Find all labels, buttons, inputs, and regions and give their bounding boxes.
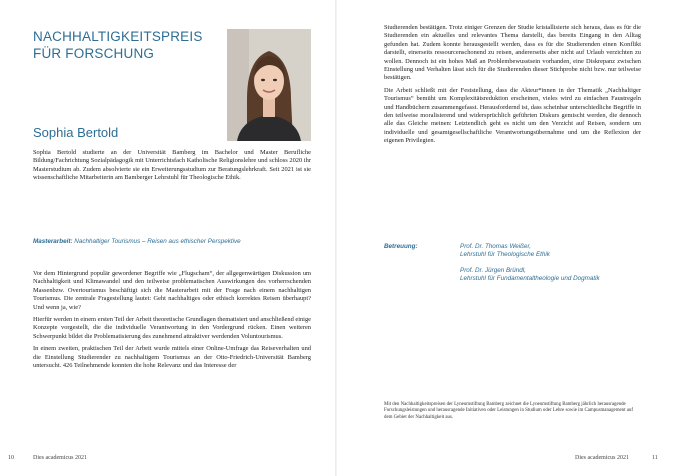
publication-name-left: Dies academicus 2021 — [33, 455, 87, 461]
supervisor-name: Prof. Dr. Thomas Weißer, — [460, 243, 532, 250]
page-number-left: 10 — [8, 455, 14, 461]
bio-paragraph: Sophia Bertold studierte an der Universität Bamberg im Bachelor und Master Berufliche Bildung/Fachrichtung Sozialpädagogik mit Unterrichtsfach Katholische Religionslehre und schloss 2020 ihr Masterstudium ab. Zudem absolvierte sie ein Erweiterungsstudium zur Beratungslehrkraft. Seit 2021 ist sie wissenschaftliche Mitarbeiterin am Bamberger Lehrstuhl für Theologische Ethik. — [33, 149, 311, 182]
page-heading — [33, 28, 218, 62]
supervisor-chair: Lehrstuhl für Theologische Ethik — [460, 251, 550, 259]
publication-name-right: Dies academicus 2021 — [575, 455, 629, 461]
master-thesis-line — [33, 238, 311, 245]
body-paragraph: Vor dem Hintergrund populär gewordener Begriffe wie „Flugscham“, der allgegenwärtigen Diskussion um Nachhaltigkeit und Klimawandel und den teilweise problematischen Auswirkungen des vorherrschenden Massenbzw. Overtourismus beschäftigt sich die Masterarbeit mit der Frage nach einem nachhaltigen Tourismus. Die zentrale Fragestellung lautet: Geht nachhaltiges oder ethisch korrektes Reisen überhaupt? Und wenn ja, wie? — [33, 270, 311, 311]
page-number-right: 11 — [652, 455, 658, 461]
master-thesis-title: Nachhaltiger Tourismus – Reisen aus ethischer Perspektive — [74, 238, 241, 245]
body-paragraph: In einem zweiten, praktischen Teil der Arbeit wurde mittels einer Online-Umfrage das Reiseverhalten und die Einstellung Studierender zu nachhaltigem Tourismus an der Otto-Friedrich-Universität Bamberg untersucht. 426 Teilnehmende konnten die hohe Relevanz und das Interesse der — [33, 345, 311, 370]
supervisor-chair: Lehrstuhl für Fundamentaltheologie und Dogmatik — [460, 275, 600, 283]
body-paragraph: Die Arbeit schließt mit der Feststellung, dass die Akteur*innen in der Thematik „Nachhaltiger Tourismus“ bemüht um Komplexitätsreduktion erscheinen, vieles wird zu einfachen Faustregeln und Handbüchern zusammengefasst. Herausfordernd ist, dass scheinbar unterschiedliche Begriffe in den teilweise moralisierend und widersprüchlich geführten Diskurs gemischt werden, die dennoch alle das Gleiche meinen: Letztendlich geht es nicht um den Verzicht auf Reisen, sondern um individuelle und gesamtgesellschaftliche Verantwortungsübernahme und um die Reflexion der eigenen Privilegien. — [384, 86, 641, 145]
heading-line-2: FÜR FORSCHUNG — [33, 46, 155, 61]
supervisor-entry — [460, 267, 640, 284]
heading-line-1: NACHHALTIGKEITSPREIS — [33, 29, 203, 44]
supervisor-entry — [460, 243, 640, 260]
master-thesis-label: Masterarbeit: — [33, 238, 73, 245]
portrait-photo — [227, 29, 311, 141]
portrait-illustration — [227, 29, 311, 141]
body-paragraph: Studierenden bestätigen. Trotz einiger Grenzen der Studie kristallisierte sich heraus, dass es für die Studierenden ein aktuelles und relevantes Thema darstellt, das bereits Eingang in den Alltag gefunden hat. Zudem konnte herausgestellt werden, dass es für die Studierenden einen Konflikt darstellt, einerseits ressourcenschonend zu reisen, andererseits aber nicht auf Urlaub verzichten zu wollen. Dennoch ist ein hohes Maß an Problembewusstsein vorhanden, eine Diskrepanz zwischen Einstellung und Verhalten lässt sich für die Studierenden dieser Stichprobe nicht bzw. nur teilweise bestätigen. — [384, 24, 641, 82]
footnote-text: Mit den Nachhaltigkeitspreisen der Lyneumstiftung Bamberg zeichnet die Lyneumstiftung Bamberg jährlich herausragende Forschungsleistungen und herausragende Initiativen oder Leistungen in Studium oder Lehre sowie im Campusmanagement auf dem Gebiet der Nachhaltigkeit aus. — [384, 402, 633, 420]
person-name: Sophia Bertold — [33, 125, 119, 140]
supervisor-name: Prof. Dr. Jürgen Bründl, — [460, 267, 526, 274]
supervision-label: Betreuung: — [384, 243, 418, 250]
left-body-text — [33, 270, 311, 374]
right-body-text — [384, 24, 641, 150]
body-paragraph: Hierfür werden in einem ersten Teil der Arbeit theoretische Grundlagen thematisiert und anschließend einige Konzepte vorgestellt, die die individuelle Verantwortung in den Vordergrund rücken. Einen weiteren Schwerpunkt bildet die Problematisierung des zunehmend attraktiver werdenden Voluntourismus. — [33, 316, 311, 340]
